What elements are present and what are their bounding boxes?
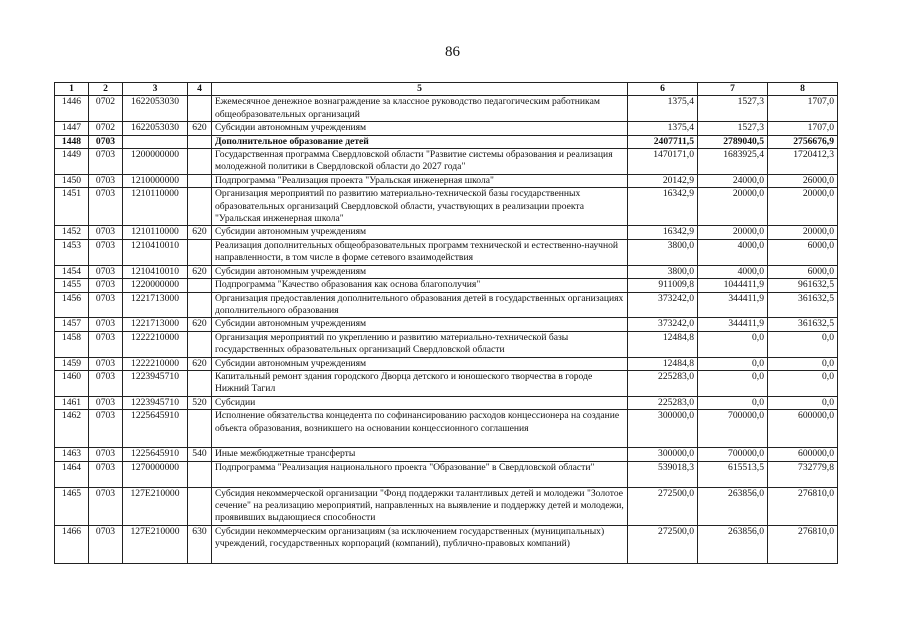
target-article-cell: 1220000000	[123, 279, 188, 292]
target-article-cell: 1225645910	[123, 410, 188, 448]
amount-col-6-cell: 1375,4	[628, 122, 698, 135]
target-article-cell: 1225645910	[123, 448, 188, 461]
target-article-cell: 1221713000	[123, 292, 188, 318]
section-code-cell: 0703	[89, 292, 123, 318]
amount-col-7-cell: 20000,0	[698, 226, 768, 239]
amount-col-6-cell: 272500,0	[628, 525, 698, 563]
description-cell: Субсидии автономным учреждениям	[212, 357, 628, 370]
amount-col-8-cell: 732779,8	[768, 461, 838, 487]
amount-col-6-cell: 539018,3	[628, 461, 698, 487]
row-number-cell: 1459	[55, 357, 89, 370]
amount-col-8-cell: 961632,5	[768, 279, 838, 292]
row-number-cell: 1457	[55, 318, 89, 331]
expense-type-cell	[188, 410, 212, 448]
table-row	[55, 279, 838, 292]
row-number-cell: 1446	[55, 96, 89, 122]
amount-col-8-cell: 361632,5	[768, 318, 838, 331]
table-row	[55, 331, 838, 357]
amount-col-7-cell: 20000,0	[698, 188, 768, 226]
amount-col-8-cell: 1720412,3	[768, 149, 838, 175]
description-cell: Ежемесячное денежное вознаграждение за классное руководство педагогическим работникам общеобразовательных организаций	[212, 96, 628, 122]
target-article-cell: 1210000000	[123, 174, 188, 187]
amount-col-8-cell: 361632,5	[768, 292, 838, 318]
header-col-2: 2	[89, 83, 123, 96]
amount-col-8-cell: 0,0	[768, 370, 838, 396]
budget-table	[54, 82, 838, 564]
target-article-cell: 1210110000	[123, 226, 188, 239]
row-number-cell: 1458	[55, 331, 89, 357]
table-row	[55, 265, 838, 278]
row-number-cell: 1447	[55, 122, 89, 135]
row-number-cell: 1455	[55, 279, 89, 292]
amount-col-7-cell: 0,0	[698, 370, 768, 396]
amount-col-7-cell: 4000,0	[698, 265, 768, 278]
table-row	[55, 318, 838, 331]
section-code-cell: 0703	[89, 318, 123, 331]
amount-col-6-cell: 373242,0	[628, 292, 698, 318]
description-cell: Организация мероприятий по укреплению и развитию материально-технической базы государственных образовательных организаций Свердловской области	[212, 331, 628, 357]
row-number-cell: 1450	[55, 174, 89, 187]
expense-type-cell	[188, 135, 212, 148]
amount-col-7-cell: 24000,0	[698, 174, 768, 187]
table-body	[55, 96, 838, 564]
amount-col-8-cell: 276810,0	[768, 525, 838, 563]
amount-col-7-cell: 615513,5	[698, 461, 768, 487]
table-row	[55, 239, 838, 265]
amount-col-6-cell: 12484,8	[628, 331, 698, 357]
section-code-cell: 0703	[89, 149, 123, 175]
target-article-cell: 1622053030	[123, 122, 188, 135]
expense-type-cell: 620	[188, 357, 212, 370]
target-article-cell: 1223945710	[123, 396, 188, 409]
amount-col-6-cell: 3800,0	[628, 239, 698, 265]
row-number-cell: 1462	[55, 410, 89, 448]
expense-type-cell: 620	[188, 318, 212, 331]
description-cell: Субсидии автономным учреждениям	[212, 226, 628, 239]
amount-col-7-cell: 1044411,9	[698, 279, 768, 292]
target-article-cell: 1622053030	[123, 96, 188, 122]
description-cell: Субсидии автономным учреждениям	[212, 318, 628, 331]
table-row	[55, 357, 838, 370]
row-number-cell: 1466	[55, 525, 89, 563]
section-code-cell: 0703	[89, 135, 123, 148]
description-cell: Субсидия некоммерческой организации "Фонд поддержки талантливых детей и молодежи "Золотое сечение" на реализацию мероприятий, направленных на выявление и поддержку детей и молодежи, проявивших выдающиеся способности	[212, 487, 628, 525]
amount-col-6-cell: 225283,0	[628, 370, 698, 396]
expense-type-cell	[188, 487, 212, 525]
amount-col-7-cell: 1527,3	[698, 96, 768, 122]
table-row	[55, 370, 838, 396]
target-article-cell: 1270000000	[123, 461, 188, 487]
section-code-cell: 0703	[89, 265, 123, 278]
expense-type-cell: 520	[188, 396, 212, 409]
amount-col-6-cell: 300000,0	[628, 410, 698, 448]
section-code-cell: 0702	[89, 122, 123, 135]
expense-type-cell: 540	[188, 448, 212, 461]
header-col-6: 6	[628, 83, 698, 96]
target-article-cell: 1210410010	[123, 239, 188, 265]
header-col-3: 3	[123, 83, 188, 96]
amount-col-6-cell: 2407711,5	[628, 135, 698, 148]
section-code-cell: 0703	[89, 370, 123, 396]
row-number-cell: 1460	[55, 370, 89, 396]
table-row	[55, 448, 838, 461]
amount-col-7-cell: 263856,0	[698, 487, 768, 525]
section-code-cell: 0703	[89, 461, 123, 487]
expense-type-cell	[188, 292, 212, 318]
expense-type-cell	[188, 331, 212, 357]
row-number-cell: 1453	[55, 239, 89, 265]
section-code-cell: 0703	[89, 448, 123, 461]
amount-col-7-cell: 1683925,4	[698, 149, 768, 175]
expense-type-cell	[188, 174, 212, 187]
target-article-cell: 1200000000	[123, 149, 188, 175]
table-row	[55, 226, 838, 239]
description-cell: Подпрограмма "Реализация национального проекта "Образование" в Свердловской области"	[212, 461, 628, 487]
description-cell: Подпрограмма "Реализация проекта "Уральская инженерная школа"	[212, 174, 628, 187]
section-code-cell: 0702	[89, 96, 123, 122]
header-col-5: 5	[212, 83, 628, 96]
row-number-cell: 1449	[55, 149, 89, 175]
page-number: 86	[445, 44, 460, 60]
header-col-1: 1	[55, 83, 89, 96]
row-number-cell: 1465	[55, 487, 89, 525]
target-article-cell: 127E210000	[123, 525, 188, 563]
amount-col-6-cell: 225283,0	[628, 396, 698, 409]
expense-type-cell	[188, 279, 212, 292]
row-number-cell: 1461	[55, 396, 89, 409]
section-code-cell: 0703	[89, 279, 123, 292]
amount-col-7-cell: 700000,0	[698, 410, 768, 448]
description-cell: Организация предоставления дополнительного образования детей в государственных организациях дополнительного образования	[212, 292, 628, 318]
table-row	[55, 396, 838, 409]
description-cell: Подпрограмма "Качество образования как основа благополучия"	[212, 279, 628, 292]
row-number-cell: 1452	[55, 226, 89, 239]
description-cell: Организация мероприятий по развитию материально-технической базы государственных образовательных организаций Свердловской области, участвующих в реализации проекта "Уральская инженерная школа"	[212, 188, 628, 226]
description-cell: Субсидии автономным учреждениям	[212, 265, 628, 278]
section-code-cell: 0703	[89, 396, 123, 409]
description-cell: Дополнительное образование детей	[212, 135, 628, 148]
row-number-cell: 1451	[55, 188, 89, 226]
target-article-cell: 127E210000	[123, 487, 188, 525]
amount-col-6-cell: 12484,8	[628, 357, 698, 370]
table-row	[55, 292, 838, 318]
section-code-cell: 0703	[89, 487, 123, 525]
amount-col-6-cell: 16342,9	[628, 226, 698, 239]
section-code-cell: 0703	[89, 174, 123, 187]
expense-type-cell: 620	[188, 226, 212, 239]
description-cell: Субсидии	[212, 396, 628, 409]
amount-col-7-cell: 0,0	[698, 331, 768, 357]
row-number-cell: 1448	[55, 135, 89, 148]
target-article-cell: 1221713000	[123, 318, 188, 331]
table-row	[55, 122, 838, 135]
target-article-cell: 1222210000	[123, 357, 188, 370]
amount-col-7-cell: 0,0	[698, 396, 768, 409]
target-article-cell: 1223945710	[123, 370, 188, 396]
amount-col-6-cell: 272500,0	[628, 487, 698, 525]
section-code-cell: 0703	[89, 188, 123, 226]
target-article-cell: 1222210000	[123, 331, 188, 357]
header-col-4: 4	[188, 83, 212, 96]
section-code-cell: 0703	[89, 525, 123, 563]
section-code-cell: 0703	[89, 410, 123, 448]
amount-col-8-cell: 600000,0	[768, 448, 838, 461]
amount-col-7-cell: 263856,0	[698, 525, 768, 563]
description-cell: Иные межбюджетные трансферты	[212, 448, 628, 461]
section-code-cell: 0703	[89, 357, 123, 370]
description-cell: Капитальный ремонт здания городского Дворца детского и юношеского творчества в городе Нижний Тагил	[212, 370, 628, 396]
amount-col-6-cell: 16342,9	[628, 188, 698, 226]
amount-col-6-cell: 3800,0	[628, 265, 698, 278]
description-cell: Субсидии некоммерческим организациям (за исключением государственных (муниципальных) учреждений, государственных корпораций (компаний), публично-правовых компаний)	[212, 525, 628, 563]
table-row	[55, 135, 838, 148]
table-row	[55, 174, 838, 187]
row-number-cell: 1464	[55, 461, 89, 487]
row-number-cell: 1463	[55, 448, 89, 461]
amount-col-8-cell: 0,0	[768, 396, 838, 409]
amount-col-8-cell: 276810,0	[768, 487, 838, 525]
expense-type-cell	[188, 96, 212, 122]
table-row	[55, 461, 838, 487]
amount-col-6-cell: 20142,9	[628, 174, 698, 187]
description-cell: Исполнение обязательства концедента по софинансированию расходов концессионера на создание объекта образования, возникшего на основании концессионного соглашения	[212, 410, 628, 448]
expense-type-cell	[188, 461, 212, 487]
amount-col-7-cell: 344411,9	[698, 292, 768, 318]
amount-col-8-cell: 6000,0	[768, 239, 838, 265]
amount-col-8-cell: 1707,0	[768, 96, 838, 122]
amount-col-6-cell: 1470171,0	[628, 149, 698, 175]
target-article-cell	[123, 135, 188, 148]
target-article-cell: 1210410010	[123, 265, 188, 278]
header-col-8: 8	[768, 83, 838, 96]
amount-col-8-cell: 1707,0	[768, 122, 838, 135]
amount-col-7-cell: 2789040,5	[698, 135, 768, 148]
amount-col-6-cell: 1375,4	[628, 96, 698, 122]
header-col-7: 7	[698, 83, 768, 96]
description-cell: Реализация дополнительных общеобразовательных программ технической и естественно-научной направленности, в том числе в форме сетевого взаимодействия	[212, 239, 628, 265]
description-cell: Государственная программа Свердловской области "Развитие системы образования и реализация молодежной политики в Свердловской области до 2027 года"	[212, 149, 628, 175]
table-row	[55, 487, 838, 525]
amount-col-7-cell: 1527,3	[698, 122, 768, 135]
description-cell: Субсидии автономным учреждениям	[212, 122, 628, 135]
amount-col-6-cell: 911009,8	[628, 279, 698, 292]
table-row	[55, 149, 838, 175]
expense-type-cell: 620	[188, 265, 212, 278]
table-row	[55, 96, 838, 122]
amount-col-8-cell: 26000,0	[768, 174, 838, 187]
row-number-cell: 1456	[55, 292, 89, 318]
section-code-cell: 0703	[89, 331, 123, 357]
header-row	[55, 83, 838, 96]
amount-col-7-cell: 700000,0	[698, 448, 768, 461]
amount-col-6-cell: 300000,0	[628, 448, 698, 461]
amount-col-8-cell: 0,0	[768, 331, 838, 357]
table-row	[55, 410, 838, 448]
expense-type-cell	[188, 370, 212, 396]
amount-col-7-cell: 344411,9	[698, 318, 768, 331]
amount-col-8-cell: 20000,0	[768, 188, 838, 226]
table-row	[55, 188, 838, 226]
amount-col-6-cell: 373242,0	[628, 318, 698, 331]
expense-type-cell: 630	[188, 525, 212, 563]
section-code-cell: 0703	[89, 239, 123, 265]
expense-type-cell	[188, 149, 212, 175]
amount-col-7-cell: 0,0	[698, 357, 768, 370]
amount-col-7-cell: 4000,0	[698, 239, 768, 265]
amount-col-8-cell: 600000,0	[768, 410, 838, 448]
table-row	[55, 525, 838, 563]
target-article-cell: 1210110000	[123, 188, 188, 226]
expense-type-cell	[188, 239, 212, 265]
expense-type-cell: 620	[188, 122, 212, 135]
amount-col-8-cell: 20000,0	[768, 226, 838, 239]
section-code-cell: 0703	[89, 226, 123, 239]
amount-col-8-cell: 6000,0	[768, 265, 838, 278]
row-number-cell: 1454	[55, 265, 89, 278]
amount-col-8-cell: 0,0	[768, 357, 838, 370]
expense-type-cell	[188, 188, 212, 226]
amount-col-8-cell: 2756676,9	[768, 135, 838, 148]
